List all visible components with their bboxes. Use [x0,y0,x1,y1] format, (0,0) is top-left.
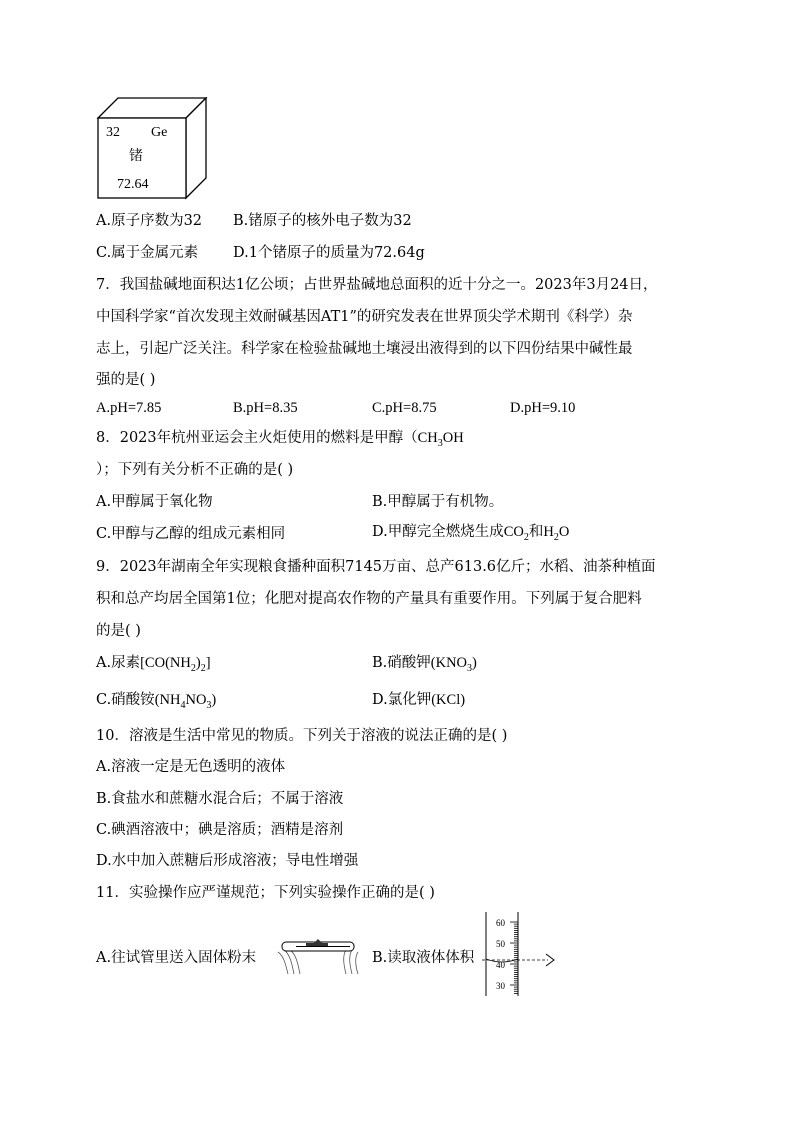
q8-option-a: A.甲醇属于氧化物 [96,494,213,510]
tick-40: 40 [496,960,505,970]
tick-50: 50 [496,939,505,949]
tick-60: 60 [496,918,505,928]
q11-stem: 11．实验操作应严谨规范；下列实验操作正确的是( ) [96,885,435,901]
q9-option-c: C.硝酸铵$(NH_4NO_3)$ [96,692,217,711]
element-card [96,97,208,201]
q7-stem-line3: 志上，引起广泛关注。科学家在检验盐碱地土壤浸出液得到的以下四份结果中碱性最 [96,341,633,357]
element-number: 32 [106,125,120,140]
q8-stem-text: 8．2023年杭州亚运会主火炬使用的燃料是甲醇（ [96,430,418,446]
q9-stem-line3: 的是( ) [96,623,141,639]
q8-option-c: C.甲醇与乙醇的组成元素相同 [96,526,286,542]
graduated-cylinder-illustration [482,912,558,998]
q8-stem-line2: ）；下列有关分析不正确的是( ) [96,462,294,478]
q9-option-b: B.硝酸钾$(KNO_3)$ [372,655,477,674]
element-mass: 72.64 [117,177,149,192]
q11-option-b: B.读取液体体积 [372,950,475,966]
q9-stem-line2: 积和总产均居全国第1位；化肥对提高农作物的产量具有重要作用。下列属于复合肥料 [96,591,642,607]
q10-option-d: D.水中加入蔗糖后形成溶液；导电性增强 [96,853,359,869]
q8-formula: $CH_3OH$ [417,430,464,449]
q6-option-d: D.1个锗原子的质量为72.64g [233,245,425,261]
q10-option-a: A.溶液一定是无色透明的液体 [96,759,286,775]
q7-stem-line2: 中国科学家“首次发现主效耐碱基因AT1”的研究发表在世界顶尖学术期刊《科学）杂 [96,309,633,325]
q6-option-a: A.原子序数为32 [96,213,203,229]
q7-option-b: B.pH=8.35 [233,400,298,416]
q10-stem: 10．溶液是生活中常见的物质。下列关于溶液的说法正确的是( ) [96,728,508,744]
q10-option-b: B.食盐水和蔗糖水混合后；不属于溶液 [96,791,344,807]
q6-option-c: C.属于金属元素 [96,245,199,261]
q9-stem-line1: 9．2023年湖南全年实现粮食播种面积7145万亩、总产613.6亿斤；水稻、油茶种植面 [96,559,656,575]
q7-stem-line1: 7．我国盐碱地面积达1亿公顷；占世界盐碱地总面积的近十分之一。2023年3月24日， [96,277,658,293]
q11-option-a: A.往试管里送入固体粉末 [96,950,257,966]
q7-option-c: C.pH=8.75 [372,400,437,416]
q8-stem-line1 [96,428,464,454]
q7-stem-line4: 强的是( ) [96,372,156,388]
q8-option-b: B.甲醇属于有机物。 [372,494,504,510]
q9-option-d: D.氯化钾(KCl) [372,692,466,708]
element-symbol: Ge [151,125,168,140]
q6-option-b: B.锗原子的核外电子数为32 [233,213,412,229]
q7-option-a: A.pH=7.85 [96,400,162,416]
q10-option-c: C.碘酒溶液中；碘是溶质；酒精是溶剂 [96,822,344,838]
test-tube-illustration [276,930,362,978]
tick-30: 30 [496,981,505,991]
q8-option-d: D.甲醇完全燃烧生成$CO_2$和$H_2O$ [372,524,570,543]
q9-option-a: A.尿素$[CO(NH_2)_2]$ [96,655,211,674]
element-name: 锗 [129,148,143,164]
q7-option-d: D.pH=9.10 [510,400,576,416]
